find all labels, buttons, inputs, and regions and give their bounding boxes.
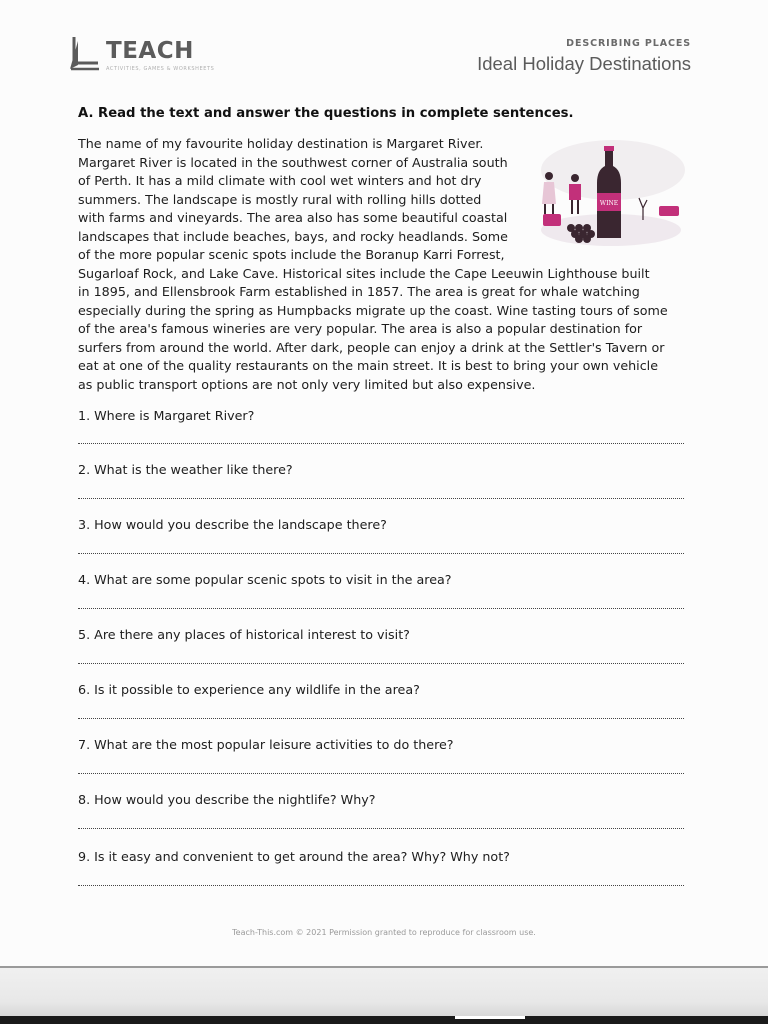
passage-line: eat at one of the quality restaurants on the main street. It is best to bring your own vehicle: [78, 358, 659, 373]
passage-line: of the more popular scenic spots include the Boranup Karri Forrest,: [78, 247, 505, 262]
scanner-edge: [0, 1016, 768, 1024]
page-title: Ideal Holiday Destinations: [477, 53, 691, 74]
answer-line-5[interactable]: [78, 663, 684, 664]
answer-line-1[interactable]: [78, 443, 684, 444]
question-8: 8. How would you describe the nightlife? Why?: [78, 792, 376, 807]
book-logo-icon: [68, 35, 102, 71]
passage-line: of Perth. It has a mild climate with cool wet winters and hot dry: [78, 173, 482, 188]
passage-line: with farms and vineyards. The area also has some beautiful coastal: [78, 210, 508, 225]
question-7: 7. What are the most popular leisure activities to do there?: [78, 737, 454, 752]
teach-logo: [68, 35, 268, 75]
reading-passage: [78, 135, 688, 394]
question-6: 6. Is it possible to experience any wildlife in the area?: [78, 682, 420, 697]
answer-line-4[interactable]: [78, 608, 684, 609]
answer-line-6[interactable]: [78, 718, 684, 719]
copyright-footer: Teach-This.com © 2021 Permission granted to reproduce for classroom use.: [232, 928, 536, 937]
answer-line-8[interactable]: [78, 828, 684, 829]
passage-line: landscapes that include beaches, bays, and rocky headlands. Some: [78, 228, 508, 244]
instruction-heading: A. Read the text and answer the questions in complete sentences.: [78, 106, 574, 121]
passage-line: especially during the spring as Humpbacks migrate up the coast. Wine tasting tours of some: [78, 302, 668, 318]
question-2: 2. What is the weather like there?: [78, 462, 293, 477]
passage-line: in 1895, and Ellensbrook Farm established in 1857. The area is great for whale watching: [78, 284, 640, 299]
answer-line-7[interactable]: [78, 773, 684, 774]
passage-line: as public transport options are not only very limited but also expensive.: [78, 376, 536, 392]
question-9: 9. Is it easy and convenient to get around the area? Why? Why not?: [78, 849, 510, 864]
passage-line: summers. The landscape is mostly rural with rolling hills dotted: [78, 191, 482, 207]
question-1: 1. Where is Margaret River?: [78, 408, 255, 423]
passage-line: Margaret River is located in the southwest corner of Australia south: [78, 154, 508, 170]
question-4: 4. What are some popular scenic spots to visit in the area?: [78, 572, 452, 587]
answer-line-9[interactable]: [78, 885, 684, 886]
bottle-label: WINE: [599, 200, 619, 207]
logo-wordmark: TEACH: [106, 38, 194, 64]
passage-line: Sugarloaf Rock, and Lake Cave. Historical sites include the Cape Leeuwin Lighthouse built: [78, 265, 650, 281]
answer-line-3[interactable]: [78, 553, 684, 554]
question-3: 3. How would you describe the landscape there?: [78, 517, 387, 532]
passage-line: of the area's famous wineries are very popular. The area is also a popular destination for: [78, 321, 643, 336]
passage-line: surfers from around the world. After dark, people can enjoy a drink at the Settler's Tavern or: [78, 339, 665, 355]
answer-line-2[interactable]: [78, 498, 684, 499]
passage-line: The name of my favourite holiday destination is Margaret River.: [78, 136, 484, 151]
logo-tagline: ACTIVITIES, GAMES & WORKSHEETS: [106, 66, 215, 72]
question-5: 5. Are there any places of historical interest to visit?: [78, 627, 410, 642]
section-label: DESCRIBING PLACES: [566, 38, 691, 49]
